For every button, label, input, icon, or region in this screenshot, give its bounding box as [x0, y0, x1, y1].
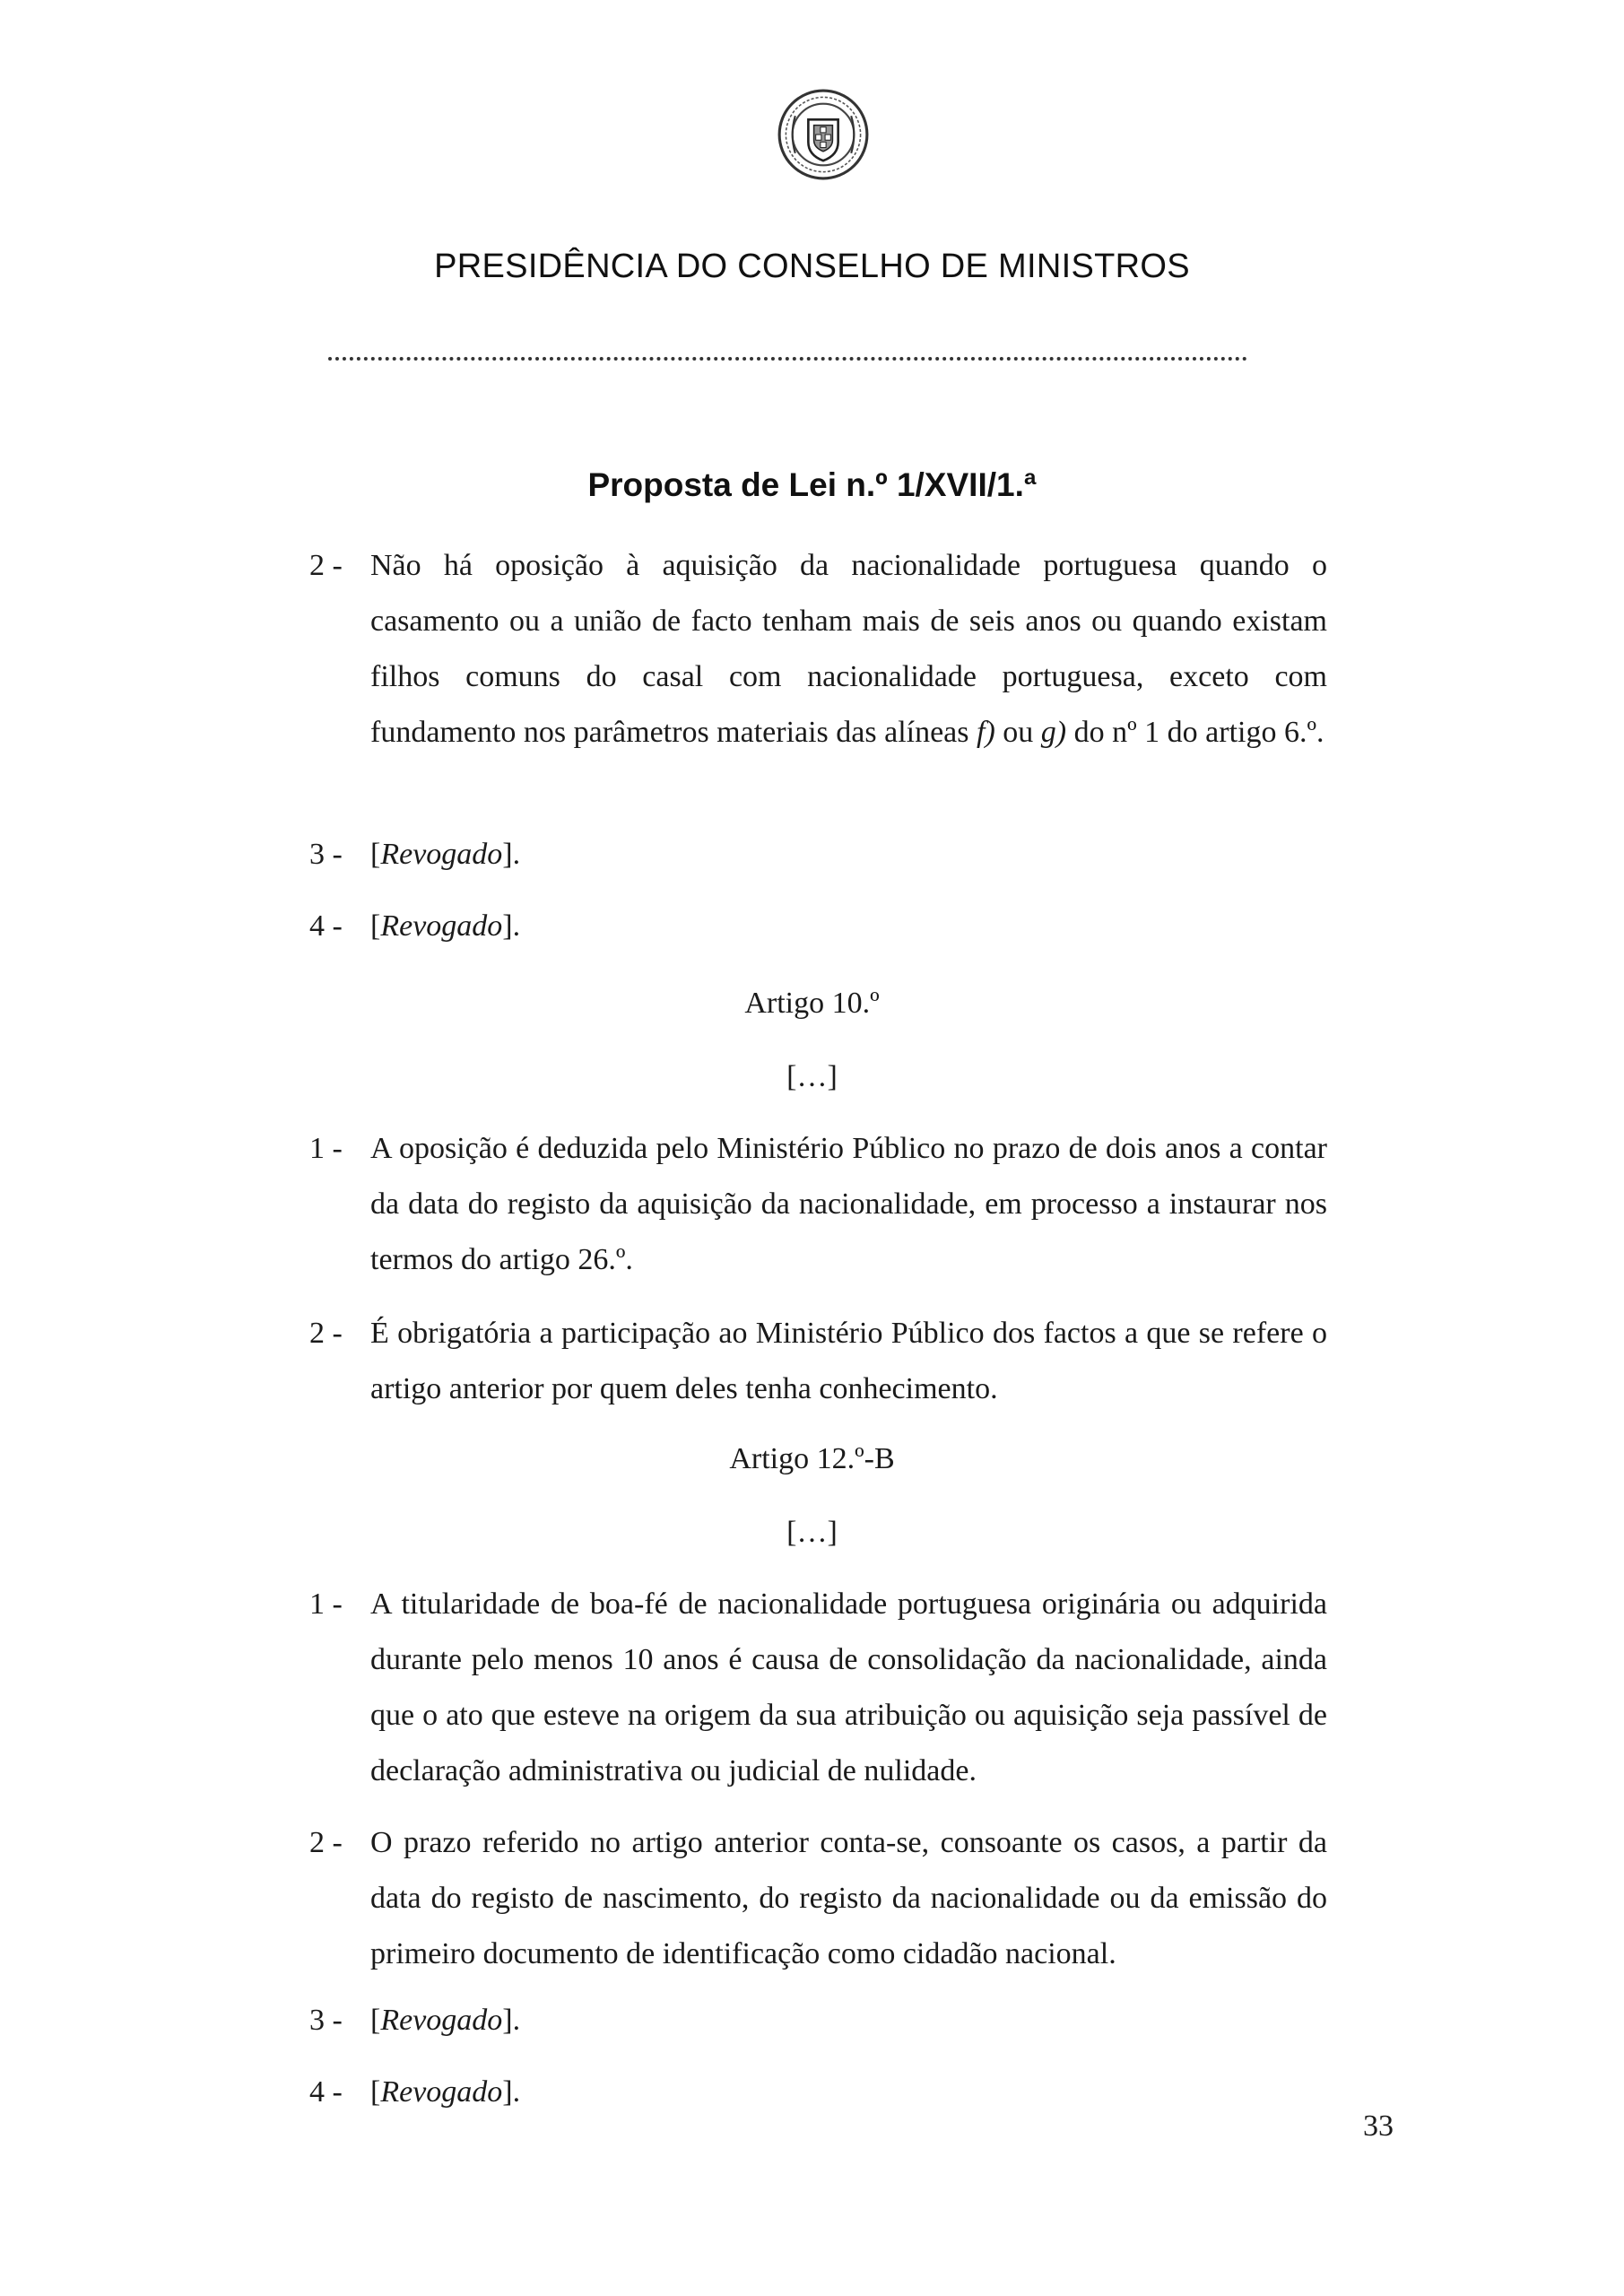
page-number: 33: [1363, 2109, 1394, 2143]
list-item: [309, 538, 1327, 761]
dotted-divider: [328, 357, 1247, 361]
item-number: 2 -: [309, 1826, 343, 1859]
item-text: Não há oposição à aquisição da nacionalidade portuguesa quando o casamento ou a união de facto tenham mais de seis anos ou quando existam filhos comuns do casal com nacionalidade portuguesa, exceto com fundamento nos parâmetros materiais das alíneas f) ou g) do nº 1 do artigo 6.º.: [370, 549, 1327, 749]
item-number: 2 -: [309, 1317, 343, 1350]
coat-of-arms-seal-icon: [777, 88, 870, 181]
item-number: 2 -: [309, 549, 343, 582]
item-text: [Revogado].: [370, 2075, 521, 2109]
list-item: [309, 1306, 1327, 1417]
list-item: [309, 1577, 1327, 1799]
item-number: 1 -: [309, 1587, 343, 1621]
item-text: [Revogado].: [370, 2004, 521, 2037]
item-text: É obrigatória a participação ao Ministério Público dos factos a que se refere o artigo anterior por quem deles tenha conhecimento.: [370, 1317, 1327, 1405]
list-item: [309, 1815, 1327, 1982]
item-number: 4 -: [309, 909, 343, 943]
item-number: 3 -: [309, 2004, 343, 2037]
list-item: [309, 1121, 1327, 1288]
item-number: 4 -: [309, 2075, 343, 2109]
article-subheading: […]: [786, 1060, 838, 1093]
list-item: [309, 827, 1327, 883]
item-text: [Revogado].: [370, 909, 521, 943]
article-subheading: […]: [786, 1516, 838, 1549]
item-text: [Revogado].: [370, 838, 521, 871]
item-text: A oposição é deduzida pelo Ministério Público no prazo de dois anos a contar da data do registo da aquisição da nacionalidade, em processo a instaurar nos termos do artigo 26.º.: [370, 1132, 1327, 1276]
article-heading: Artigo 10.º: [744, 987, 880, 1020]
item-text: A titularidade de boa-fé de nacionalidade portuguesa originária ou adquirida durante pelo menos 10 anos é causa de consolidação da nacionalidade, ainda que o ato que esteve na origem da sua atribuição ou aquisição seja passível de declaração administrativa ou judicial de nulidade.: [370, 1587, 1327, 1787]
ministry-heading: PRESIDÊNCIA DO CONSELHO DE MINISTROS: [434, 248, 1190, 285]
list-item: [309, 899, 1327, 954]
item-number: 3 -: [309, 838, 343, 871]
item-number: 1 -: [309, 1132, 343, 1165]
list-item: [309, 1993, 1327, 2048]
article-heading: Artigo 12.º-B: [729, 1442, 895, 1475]
item-text: O prazo referido no artigo anterior conta-se, consoante os casos, a partir da data do registo de nascimento, do registo da nacionalidade ou da emissão do primeiro documento de identificação como cidadão nacional.: [370, 1826, 1327, 1970]
document-title: Proposta de Lei n.º 1/XVII/1.ª: [587, 466, 1037, 503]
list-item: [309, 2065, 1327, 2120]
